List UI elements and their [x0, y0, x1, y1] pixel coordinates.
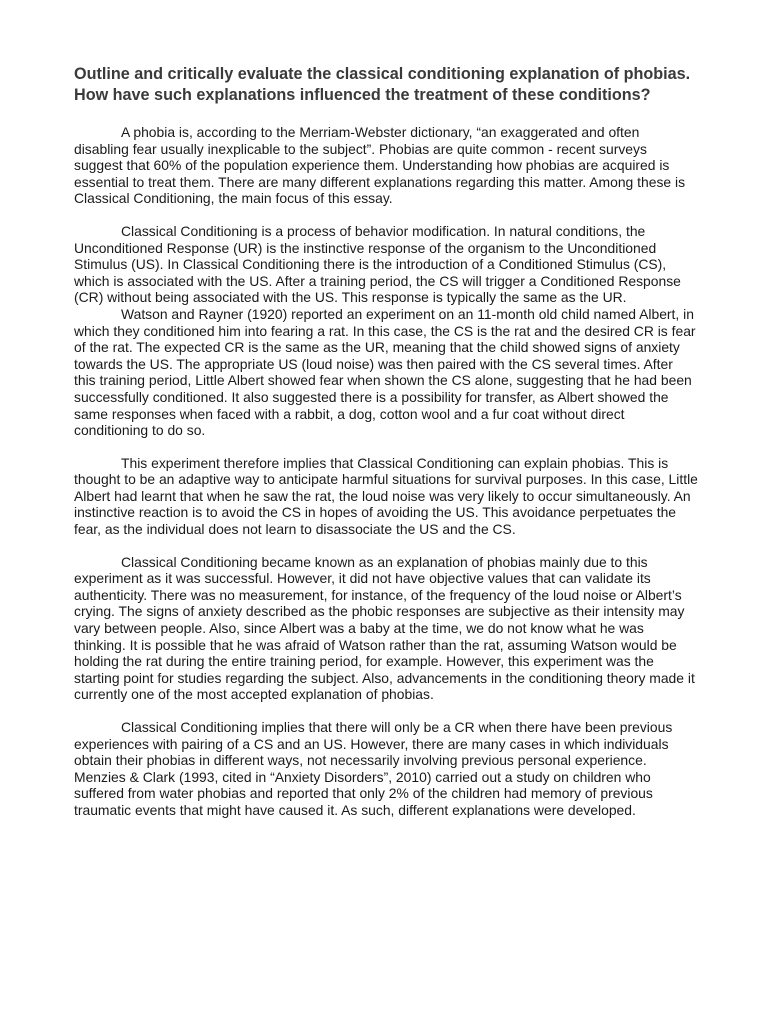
paragraph-classical-conditioning: Classical Conditioning is a process of behavior modification. In natural conditions, the Unconditioned Response (UR) is the instinctive response of the organism to the Unconditioned Stimulus (US). In Classical Conditioning there is the introduction of a Conditioned Stimulus (CS), which is associated with the US. After a training period, the CS will trigger a Conditioned Response (CR) without being associated with the US. This response is typically the same as the UR. [74, 222, 681, 306]
paragraph-adaptive-explanation: This experiment therefore implies that Classical Conditioning can explain phobias. This is thought to be an adaptive way to anticipate harmful situations for survival purposes. In this case, Little Albert had learnt that when he saw the rat, the loud noise was very likely to occur simultaneously. An instinctive reaction is to avoid the CS in hopes of avoiding the US. This avoidance perpetuates the fear, as the individual does not learn to disassociate the US and the CS. [74, 454, 698, 538]
document-page [74, 64, 698, 819]
paragraph-evaluation: Classical Conditioning became known as an explanation of phobias mainly due to this experiment as it was successful. However, it did not have objective values that can validate its authenticity. There was no measurement, for instance, of the frequency of the loud noise or Albert’s crying. The signs of anxiety described as the phobic responses are subjective as their intensity may vary between people. Also, since Albert was a baby at the time, we do not know what he was thinking. It is possible that he was afraid of Watson rather than the rat, assuming Watson would be holding the rat during the entire training period, for example. However, this experiment was the starting point for studies regarding the subject. Also, advancements in the conditioning theory made it currently one of the most accepted explanation of phobias. [74, 553, 695, 703]
paragraph-phobia-definition: A phobia is, according to the Merriam-Webster dictionary, “an exaggerated and often disabling fear usually inexplicable to the subject”. Phobias are quite common - recent surveys suggest that 60% of the population experience them. Understanding how phobias are acquired is essential to treat them. There are many different explanations regarding this matter. Among these is Classical Conditioning, the main focus of this essay. [74, 124, 686, 207]
paragraph-alternative-explanations: Classical Conditioning implies that there will only be a CR when there have been previous experiences with pairing of a CS and an US. However, there are many cases in which individuals obtain their phobias in different ways, not necessarily involving previous personal experience. Menzies & Clark (1993, cited in “Anxiety Disorders”, 2010) carried out a study on children who suffered from water phobias and reported that only 2% of the children had memory of previous traumatic events that might have caused it. As such, different explanations were developed. [74, 719, 673, 818]
essay-title: Outline and critically evaluate the classical conditioning explanation of phobias. How have such explanations influenced the treatment of these conditions? [74, 65, 691, 104]
paragraph-little-albert: Watson and Rayner (1920) reported an experiment on an 11-month old child named Albert, in which they conditioned him into fearing a rat. In this case, the CS is the rat and the desired CR is fear of the rat. The expected CR is the same as the UR, meaning that the child showed signs of anxiety towards the US. The appropriate US (loud noise) was then paired with the CS several times. After this training period, Little Albert showed fear when shown the CS alone, suggesting that he had been successfully conditioned. It also suggested there is a possibility for transfer, as Albert showed the same responses when faced with a rabbit, a dog, cotton wool and a fur coat without direct conditioning to do so. [74, 305, 696, 439]
